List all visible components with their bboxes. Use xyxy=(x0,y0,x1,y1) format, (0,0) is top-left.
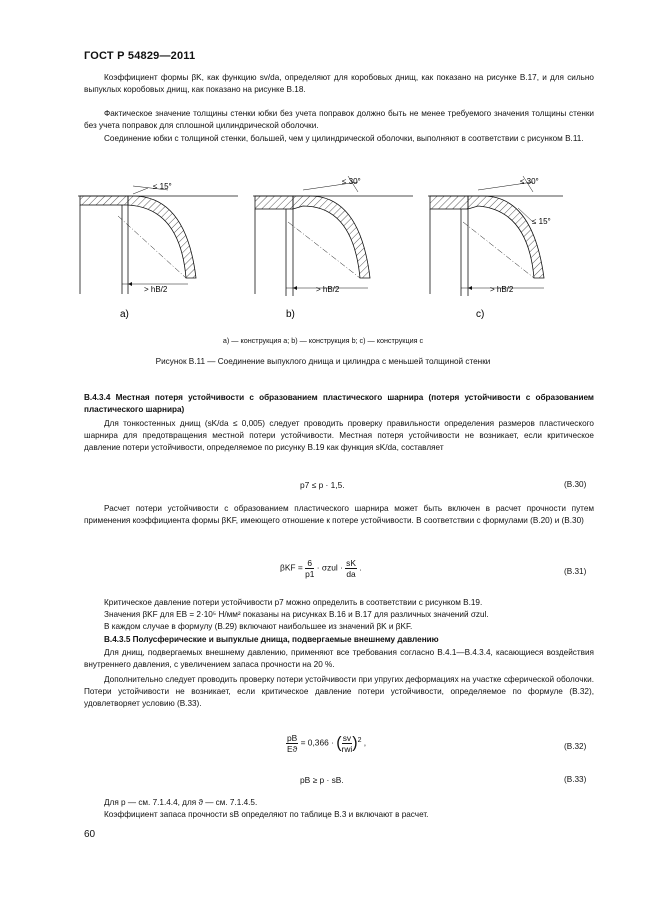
panel-a-drawing xyxy=(78,186,238,294)
section-b435-paragraph-2: Дополнительно следует проводить проверку потери устойчивости при упругих деформациях на участке сферической оболочки. Потери устойчивости не возникает, если критическое давление потери устойчивости, определяемое по формуле (В.32), удовлетворяет условию (В.33). xyxy=(84,675,594,708)
paragraph-shape-factor: Коэффициент формы βK, как функцию sv/dа, определяют для коробовых днищ, как показано на рисунке В.17, и для сильно выпуклых коробовых днищ, как показано на рисунке В.18. xyxy=(84,73,594,94)
panel-c-label: c) xyxy=(476,309,485,320)
panel-c-angle-30: ≤ 30° xyxy=(520,177,539,186)
paragraph-skirt-connection: Соединение юбки с толщиной стенки, большей, чем у цилиндрической оболочки, выполняют в соответствии с рисунком В.11. xyxy=(104,134,584,143)
equation-b31-lhs: βKF = xyxy=(280,562,303,573)
panel-c-dimension: > hB/2 xyxy=(490,285,514,294)
section-b434-paragraph-3: Критическое давление потери устойчивости p7 можно определить в соответствии с рисунком В.19. xyxy=(104,598,483,607)
section-b434-paragraph-4: Значения βKF для EB = 2·10⁵ Н/мм² показаны на рисунках В.16 и В.17 для различных значений σzul. xyxy=(104,610,489,619)
panel-b-label: b) xyxy=(286,309,295,320)
equation-b31-denominator-2: dа xyxy=(346,569,356,579)
equation-b32-number: (В.32) xyxy=(564,742,587,751)
section-b434-heading: В.4.3.4 Местная потеря устойчивости с образованием пластического шарнира (потеря устойчивости с образованием пластического шарнира) xyxy=(84,393,594,414)
equation-b32-end: , xyxy=(363,737,367,748)
equation-b30: p7 ≤ p · 1,5. xyxy=(300,480,345,490)
equation-b32-inner-denominator: rwi xyxy=(341,744,353,754)
equation-b33-number: (В.33) xyxy=(564,775,587,784)
figure-caption: Рисунок В.11 — Соединение выпуклого днища и цилиндра с меньшей толщиной стенки xyxy=(155,357,491,366)
equation-b32-middle: = 0,366 · xyxy=(300,737,334,748)
panel-a-angle: ≤ 15° xyxy=(153,182,172,191)
section-b434-paragraph-2: Расчет потери устойчивости с образованием пластического шарнира может быть включен в расчет прочности путем применения коэффициента формы βKF, имеющего отношение к потере устойчивости. В соответствии с формулами (В.20) и (В.30) xyxy=(84,504,594,525)
panel-b-drawing xyxy=(253,176,413,296)
panel-a-dimension: > hB/2 xyxy=(144,285,168,294)
equation-b32-numerator: pB xyxy=(287,733,298,743)
section-b435-paragraph-3: Для p — см. 7.1.4.4, для ϑ — см. 7.1.4.5. xyxy=(104,798,258,807)
equation-b32-power: 2 xyxy=(357,736,362,744)
figure-subcaption: а) — конструкция a; b) — конструкция b; c) — конструкция c xyxy=(222,336,424,345)
panel-b-angle: ≤ 30° xyxy=(342,177,361,186)
equation-b33: pB ≥ p · sB. xyxy=(300,775,344,785)
paragraph-skirt-thickness: Фактическое значение толщины стенки юбки без учета поправок должно быть не менее требуемого значения толщины стенки без учета поправок для сплошной цилиндрической оболочки. xyxy=(84,109,594,130)
section-b435-paragraph-4: Коэффициент запаса прочности sB определяют по таблице В.3 и включают в расчет. xyxy=(104,810,429,819)
equation-b32: $\frac{pB}{Eϑ}$ = 0,366 · ( $\frac{sv}{\text{rwi}}$ )$^2$ , xyxy=(287,733,367,754)
section-b434-paragraph-1: Для тонкостенных днищ (sK/dа ≤ 0,005) следует проводить проверку правильности определения размеров пластического шарнира для предотвращения местной потери устойчивости. Местная потеря устойчивости не возникает, если критическое давление потери устойчивости, определяемое по рисунку В.19 как функция sK/dа, составляет xyxy=(84,419,594,452)
panel-c-angle-15: ≤ 15° xyxy=(532,217,551,226)
equation-b32-fraction-inner xyxy=(342,733,353,754)
figure-b11 xyxy=(78,166,568,332)
equation-b31-fraction-2 xyxy=(345,558,357,579)
equation-b31-numerator-2: sK xyxy=(346,558,356,568)
equation-b32-denominator: Eϑ xyxy=(287,744,298,754)
equation-b31-end: . xyxy=(359,562,362,573)
equation-b31-numerator-1: 6 xyxy=(305,558,314,569)
panel-b-dimension: > hB/2 xyxy=(316,285,340,294)
equation-b30-number: (В.30) xyxy=(564,480,587,489)
panel-c-drawing xyxy=(428,176,563,296)
section-b435-paragraph-1: Для днищ, подвергаемых внешнему давлению, применяют все требования согласно В.4.1—В.4.3.4, касающиеся воздействия внутреннего давления, с увеличением запаса прочности на 20 %. xyxy=(84,648,594,669)
equation-b31-fraction-1 xyxy=(305,558,314,579)
equation-b31-number: (В.31) xyxy=(564,567,587,576)
equation-b31-middle: · σzul · xyxy=(316,562,343,573)
panel-a-label: a) xyxy=(120,309,129,320)
equation-b32-fraction-left xyxy=(286,733,298,754)
section-b434-paragraph-5: В каждом случае в формулу (В.29) включают наибольшее из значений βK и βKF. xyxy=(104,622,413,631)
page-number: 60 xyxy=(84,829,96,840)
document-header: ГОСТ Р 54829—2011 xyxy=(84,50,196,62)
section-b435-heading: В.4.3.5 Полусферические и выпуклые днища, подвергаемые внешнему давлению xyxy=(104,635,439,644)
equation-b31 xyxy=(280,558,362,579)
equation-b31-denominator-1: p1 xyxy=(305,569,315,579)
equation-b32-inner-numerator: sv xyxy=(342,733,352,743)
